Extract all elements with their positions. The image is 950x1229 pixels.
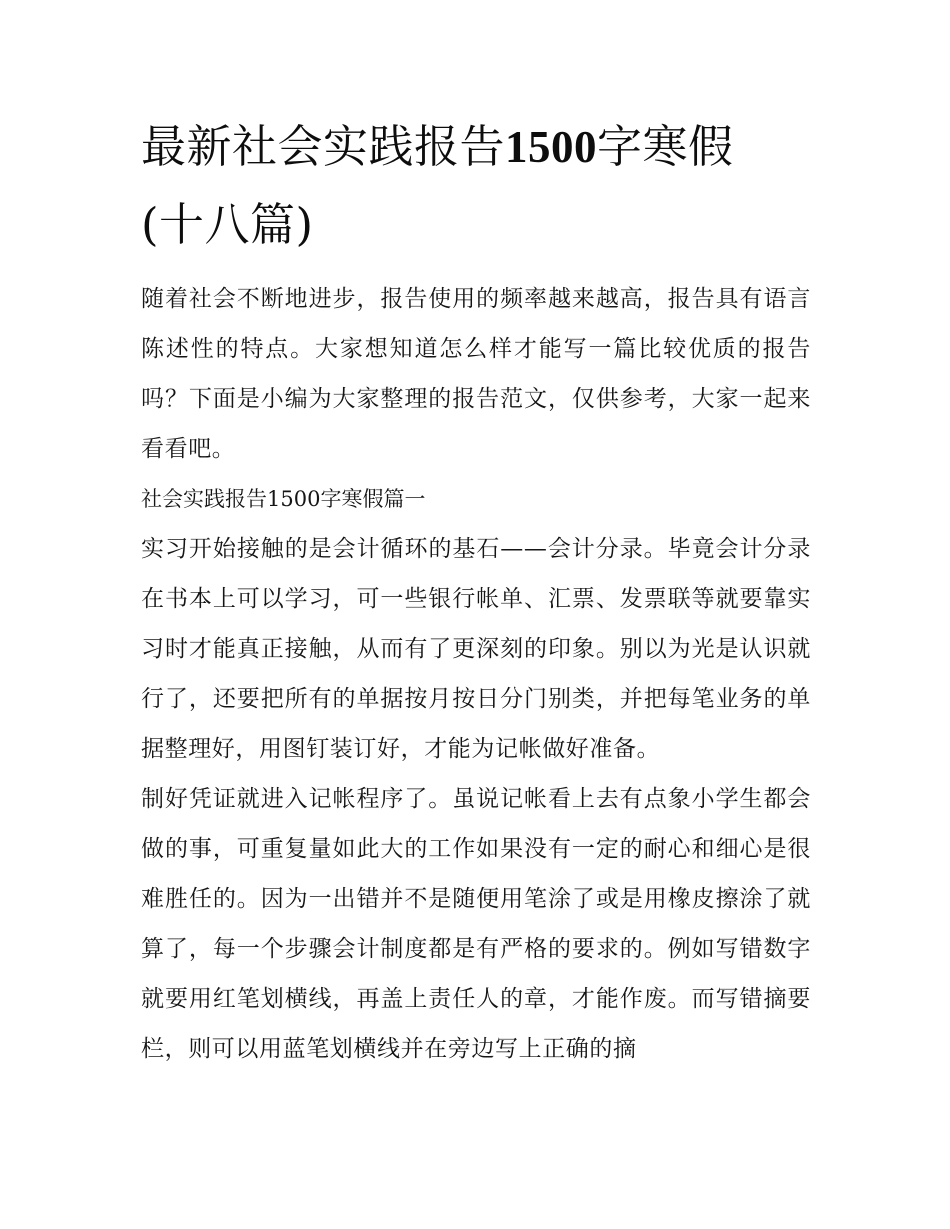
document-body xyxy=(141,108,811,1074)
title-text-3: (十八篇) xyxy=(141,198,314,251)
document-title xyxy=(141,108,811,264)
body-paragraph-1: 实习开始接触的是会计循环的基石——会计分录。毕竟会计分录在书本上可以学习，可一些银行帐单、汇票、发票联等就要靠实习时才能真正接触，从而有了更深刻的印象。别以为光是认识就行了，还要把所有的单据按月按日分门别类，并把每笔业务的单据整理好，用图钉装订好，才能为记帐做好准备。 xyxy=(141,536,811,762)
title-number: 1500 xyxy=(505,122,598,172)
body-paragraph-2: 制好凭证就进入记帐程序了。虽说记帐看上去有点象小学生都会做的事，可重复量如此大的工作如果没有一定的耐心和细心是很难胜任的。因为一出错并不是随便用笔涂了或是用橡皮擦涂了就算了，每一个步骤会计制度都是有严格的要求的。例如写错数字就要用红笔划横线，再盖上责任人的章，才能作废。而写错摘要栏，则可以用蓝笔划横线并在旁边写上正确的摘 xyxy=(141,786,811,1062)
title-text-2: 字寒假 xyxy=(597,120,734,173)
intro-paragraph: 随着社会不断地进步，报告使用的频率越来越高，报告具有语言陈述性的特点。大家想知道怎么样才能写一篇比较优质的报告吗？下面是小编为大家整理的报告范文，仅供参考，大家一起来看看吧。 xyxy=(141,286,811,462)
title-text-1: 最新社会实践报告 xyxy=(141,120,506,173)
section-heading: 社会实践报告1500字寒假篇一 xyxy=(141,487,426,511)
